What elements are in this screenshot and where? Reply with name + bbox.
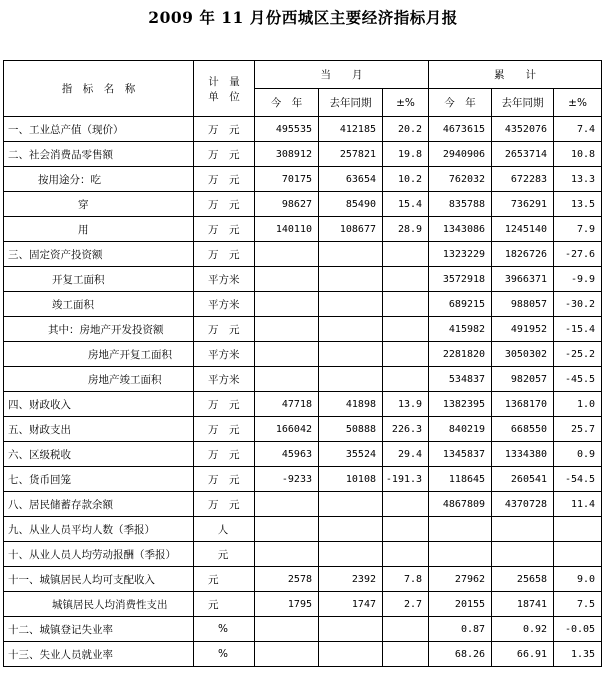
value-m-now (255, 642, 319, 667)
value-c-pct: -9.9 (554, 267, 602, 292)
value-m-prev (319, 617, 383, 642)
value-c-pct: -15.4 (554, 317, 602, 342)
value-c-prev: 3050302 (492, 342, 554, 367)
value-m-now: -9233 (255, 467, 319, 492)
table-row (4, 517, 602, 542)
indicator-name: 十二、城镇登记失业率 (4, 617, 194, 642)
value-m-now: 1795 (255, 592, 319, 617)
value-m-prev (319, 642, 383, 667)
value-c-now: 2940906 (429, 142, 492, 167)
value-m-now (255, 317, 319, 342)
indicator-unit: 元 (194, 592, 255, 617)
indicator-name: 房地产竣工面积 (4, 367, 194, 392)
value-m-prev: 10108 (319, 467, 383, 492)
value-c-pct: -25.2 (554, 342, 602, 367)
indicator-unit: 元 (194, 567, 255, 592)
indicator-name: 八、居民储蓄存款余额 (4, 492, 194, 517)
header-month-this-year: 今 年 (255, 89, 319, 117)
value-c-pct (554, 542, 602, 567)
value-m-prev: 63654 (319, 167, 383, 192)
value-c-prev: 25658 (492, 567, 554, 592)
value-c-pct: 25.7 (554, 417, 602, 442)
indicator-unit: 人 (194, 517, 255, 542)
indicator-table (3, 60, 602, 667)
value-c-prev: 260541 (492, 467, 554, 492)
indicator-name: 其中：房地产开发投资额 (4, 317, 194, 342)
indicator-unit: 万 元 (194, 167, 255, 192)
table-row (4, 242, 602, 267)
value-m-now: 2578 (255, 567, 319, 592)
value-c-now: 3572918 (429, 267, 492, 292)
value-m-now: 47718 (255, 392, 319, 417)
value-c-now: 1382395 (429, 392, 492, 417)
indicator-name: 四、财政收入 (4, 392, 194, 417)
indicator-name: 十、从业人员人均劳动报酬（季报） (4, 542, 194, 567)
value-c-pct: 7.4 (554, 117, 602, 142)
value-c-now: 1323229 (429, 242, 492, 267)
value-m-pct: 19.8 (383, 142, 429, 167)
indicator-unit: 万 元 (194, 417, 255, 442)
value-m-now: 45963 (255, 442, 319, 467)
table-row (4, 117, 602, 142)
value-m-prev: 1747 (319, 592, 383, 617)
value-c-prev: 491952 (492, 317, 554, 342)
indicator-unit: 万 元 (194, 142, 255, 167)
indicator-name: 房地产开复工面积 (4, 342, 194, 367)
value-c-now: 2281820 (429, 342, 492, 367)
value-m-prev: 41898 (319, 392, 383, 417)
header-unit (194, 61, 255, 117)
value-m-now (255, 517, 319, 542)
value-m-prev (319, 542, 383, 567)
value-m-now: 308912 (255, 142, 319, 167)
value-m-now (255, 292, 319, 317)
value-c-now: 534837 (429, 367, 492, 392)
value-c-now: 0.87 (429, 617, 492, 642)
table-row (4, 192, 602, 217)
value-m-pct: 28.9 (383, 217, 429, 242)
table-row (4, 617, 602, 642)
value-m-now: 70175 (255, 167, 319, 192)
value-m-prev: 257821 (319, 142, 383, 167)
value-m-prev (319, 317, 383, 342)
indicator-unit: 元 (194, 542, 255, 567)
header-cumulative: 累 计 (429, 61, 602, 89)
value-c-now: 4673615 (429, 117, 492, 142)
value-c-pct: 11.4 (554, 492, 602, 517)
value-m-pct (383, 642, 429, 667)
value-c-prev: 672283 (492, 167, 554, 192)
value-m-pct (383, 492, 429, 517)
value-m-prev (319, 517, 383, 542)
header-indicator: 指 标 名 称 (4, 61, 194, 117)
value-c-now (429, 517, 492, 542)
value-m-pct: 10.2 (383, 167, 429, 192)
value-m-pct (383, 242, 429, 267)
value-m-prev: 85490 (319, 192, 383, 217)
value-m-pct: 7.8 (383, 567, 429, 592)
value-c-prev: 988057 (492, 292, 554, 317)
value-c-pct: 13.3 (554, 167, 602, 192)
value-c-prev: 2653714 (492, 142, 554, 167)
value-m-pct: 29.4 (383, 442, 429, 467)
value-c-now: 415982 (429, 317, 492, 342)
table-row (4, 267, 602, 292)
indicator-unit: % (194, 642, 255, 667)
value-m-pct (383, 617, 429, 642)
value-m-now (255, 492, 319, 517)
value-m-now (255, 542, 319, 567)
value-m-pct (383, 317, 429, 342)
value-c-prev: 1368170 (492, 392, 554, 417)
value-m-now (255, 267, 319, 292)
table-row (4, 367, 602, 392)
table-body (4, 117, 602, 667)
header-cum-last-year: 去年同期 (492, 89, 554, 117)
indicator-unit: % (194, 617, 255, 642)
table-row (4, 467, 602, 492)
table-row (4, 392, 602, 417)
table-row (4, 217, 602, 242)
indicator-name: 竣工面积 (4, 292, 194, 317)
value-c-prev (492, 542, 554, 567)
table-row (4, 342, 602, 367)
value-c-pct: 7.9 (554, 217, 602, 242)
value-m-prev: 2392 (319, 567, 383, 592)
value-c-pct: -27.6 (554, 242, 602, 267)
value-c-now: 835788 (429, 192, 492, 217)
value-c-pct: -0.05 (554, 617, 602, 642)
indicator-unit: 万 元 (194, 242, 255, 267)
indicator-name: 六、区级税收 (4, 442, 194, 467)
value-m-pct: -191.3 (383, 467, 429, 492)
table-row (4, 167, 602, 192)
header-month-change: ±% (383, 89, 429, 117)
value-c-prev: 4352076 (492, 117, 554, 142)
value-c-now: 689215 (429, 292, 492, 317)
indicator-unit: 平方米 (194, 342, 255, 367)
table-row (4, 292, 602, 317)
value-c-now: 20155 (429, 592, 492, 617)
indicator-unit: 平方米 (194, 292, 255, 317)
value-c-prev (492, 517, 554, 542)
indicator-name: 十三、失业人员就业率 (4, 642, 194, 667)
table-row (4, 492, 602, 517)
value-c-now (429, 542, 492, 567)
value-c-pct: -54.5 (554, 467, 602, 492)
value-m-now: 140110 (255, 217, 319, 242)
value-m-prev (319, 267, 383, 292)
value-c-pct (554, 517, 602, 542)
header-unit-top: 计 量 (208, 75, 240, 88)
value-c-pct: 1.35 (554, 642, 602, 667)
indicator-name: 按用途分：吃 (4, 167, 194, 192)
table-row (4, 417, 602, 442)
value-m-now (255, 242, 319, 267)
value-c-prev: 1245140 (492, 217, 554, 242)
table-row (4, 442, 602, 467)
value-m-now (255, 367, 319, 392)
table-row (4, 317, 602, 342)
value-m-now (255, 617, 319, 642)
value-m-now: 495535 (255, 117, 319, 142)
value-m-prev (319, 492, 383, 517)
value-c-pct: 10.8 (554, 142, 602, 167)
report-title: 2009 年 11 月份西城区主要经济指标月报 (148, 8, 458, 27)
value-m-pct (383, 367, 429, 392)
indicator-unit: 平方米 (194, 367, 255, 392)
value-m-prev (319, 367, 383, 392)
value-c-now: 840219 (429, 417, 492, 442)
value-c-pct: 1.0 (554, 392, 602, 417)
table-row (4, 592, 602, 617)
value-m-pct: 2.7 (383, 592, 429, 617)
value-m-prev: 108677 (319, 217, 383, 242)
value-m-pct (383, 517, 429, 542)
indicator-name: 五、财政支出 (4, 417, 194, 442)
value-c-prev: 66.91 (492, 642, 554, 667)
value-m-pct (383, 292, 429, 317)
value-c-prev: 1334380 (492, 442, 554, 467)
value-m-prev: 50888 (319, 417, 383, 442)
header-cum-change: ±% (554, 89, 602, 117)
header-unit-bottom: 单 位 (208, 90, 240, 103)
indicator-name: 穿 (4, 192, 194, 217)
indicator-unit: 平方米 (194, 267, 255, 292)
value-c-prev: 3966371 (492, 267, 554, 292)
value-c-now: 118645 (429, 467, 492, 492)
value-m-now (255, 342, 319, 367)
value-c-pct: -30.2 (554, 292, 602, 317)
value-c-pct: 9.0 (554, 567, 602, 592)
indicator-unit: 万 元 (194, 442, 255, 467)
value-c-now: 1343086 (429, 217, 492, 242)
value-c-prev: 4370728 (492, 492, 554, 517)
value-m-pct: 13.9 (383, 392, 429, 417)
value-m-prev (319, 342, 383, 367)
value-m-prev: 412185 (319, 117, 383, 142)
value-m-now: 98627 (255, 192, 319, 217)
value-m-prev: 35524 (319, 442, 383, 467)
header-cum-this-year: 今 年 (429, 89, 492, 117)
indicator-unit: 万 元 (194, 317, 255, 342)
header-month-last-year: 去年同期 (319, 89, 383, 117)
value-c-pct: 13.5 (554, 192, 602, 217)
value-m-pct: 15.4 (383, 192, 429, 217)
value-c-prev: 736291 (492, 192, 554, 217)
value-m-prev (319, 292, 383, 317)
value-c-prev: 668550 (492, 417, 554, 442)
table-row (4, 642, 602, 667)
indicator-unit: 万 元 (194, 492, 255, 517)
value-c-pct: 7.5 (554, 592, 602, 617)
indicator-name: 一、工业总产值（现价） (4, 117, 194, 142)
table-row (4, 142, 602, 167)
value-c-pct: 0.9 (554, 442, 602, 467)
value-c-now: 68.26 (429, 642, 492, 667)
value-m-pct: 20.2 (383, 117, 429, 142)
value-m-pct (383, 542, 429, 567)
table-row (4, 567, 602, 592)
indicator-name: 十一、城镇居民人均可支配收入 (4, 567, 194, 592)
indicator-name: 三、固定资产投资额 (4, 242, 194, 267)
indicator-name: 二、社会消费品零售额 (4, 142, 194, 167)
value-m-pct: 226.3 (383, 417, 429, 442)
indicator-name: 开复工面积 (4, 267, 194, 292)
value-c-prev: 0.92 (492, 617, 554, 642)
indicator-unit: 万 元 (194, 192, 255, 217)
indicator-name: 城镇居民人均消费性支出 (4, 592, 194, 617)
header-current-month: 当 月 (255, 61, 429, 89)
table-row (4, 542, 602, 567)
indicator-unit: 万 元 (194, 117, 255, 142)
indicator-name: 九、从业人员平均人数（季报） (4, 517, 194, 542)
value-m-pct (383, 267, 429, 292)
value-c-prev: 982057 (492, 367, 554, 392)
value-c-now: 27962 (429, 567, 492, 592)
indicator-unit: 万 元 (194, 392, 255, 417)
value-c-pct: -45.5 (554, 367, 602, 392)
indicator-name: 七、货币回笼 (4, 467, 194, 492)
value-m-pct (383, 342, 429, 367)
value-c-now: 4867809 (429, 492, 492, 517)
value-c-now: 762032 (429, 167, 492, 192)
value-c-prev: 18741 (492, 592, 554, 617)
value-m-prev (319, 242, 383, 267)
value-c-now: 1345837 (429, 442, 492, 467)
value-c-prev: 1826726 (492, 242, 554, 267)
indicator-unit: 万 元 (194, 467, 255, 492)
value-m-now: 166042 (255, 417, 319, 442)
indicator-name: 用 (4, 217, 194, 242)
indicator-unit: 万 元 (194, 217, 255, 242)
